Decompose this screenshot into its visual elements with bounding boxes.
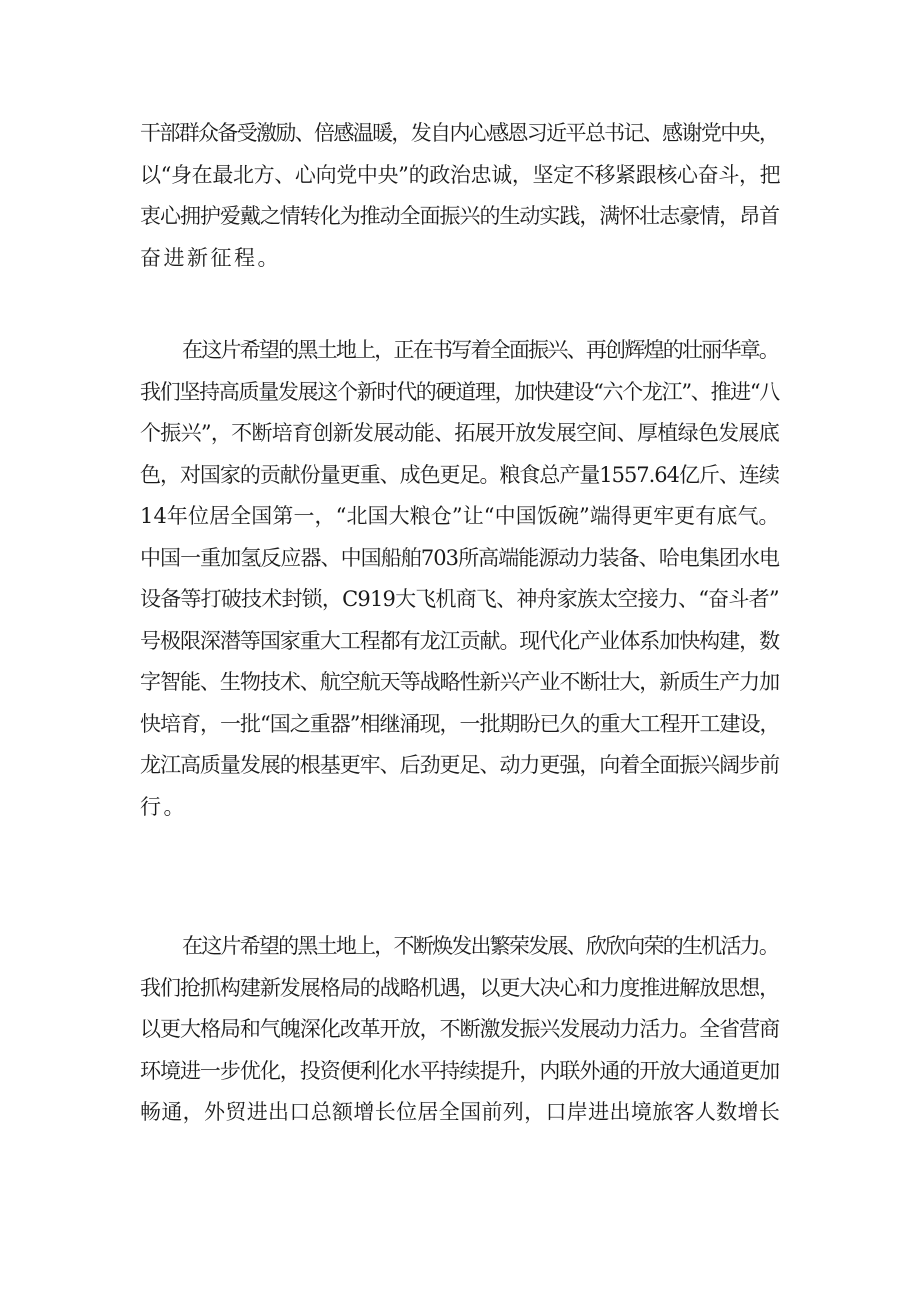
text-line: 设备等打破技术封锁，C919大飞机商飞、神舟家族太空接力、“奋斗者” xyxy=(140,587,779,611)
text-line: 14年位居全国第一，“北国大粮仓”让“中国饭碗”端得更牢更有底气。 xyxy=(140,504,780,528)
text-line: 奋进新征程。 xyxy=(140,245,281,270)
text-line: 以“身在最北方、心向党中央”的政治忠诚，坚定不移紧跟核心奋斗，把 xyxy=(140,162,781,187)
text-line: 畅通，外贸进出口总额增长位居全国前列，口岸进出境旅客人数增长 xyxy=(140,1100,781,1124)
text-line: 我们抢抓构建新发展格局的战略机遇，以更大决心和力度推进解放思想， xyxy=(140,975,780,1000)
text-line: 色，对国家的贡献份量更重、成色更足。粮食总产量1557.64亿斤、连续 xyxy=(140,462,779,487)
text-line: 行。 xyxy=(140,794,187,819)
text-line: 我们坚持高质量发展这个新时代的硬道理，加快建设“六个龙江”、推进“八 xyxy=(140,379,780,404)
text-line: 中国一重加氢反应器、中国船舶703所高端能源动力装备、哈电集团水电 xyxy=(140,545,780,570)
text-line: 环境进一步优化，投资便利化水平持续提升，内联外通的开放大通道更加 xyxy=(140,1058,780,1083)
text-line: 号极限深潜等国家重大工程都有龙江贡献。现代化产业体系加快构建，数 xyxy=(140,628,780,653)
text-line: 龙江高质量发展的根基更牢、后劲更足、动力更强，向着全面振兴阔步前 xyxy=(140,753,780,777)
text-line: 在这片希望的黑土地上，不断焕发出繁荣发展、欣欣向荣的生机活力。 xyxy=(182,934,779,958)
text-line: 快培育，一批“国之重器”相继涌现，一批期盼已久的重大工程开工建设， xyxy=(140,711,780,736)
text-line: 衷心拥护爱戴之情转化为推动全面振兴的生动实践，满怀壮志豪情，昂首 xyxy=(140,204,780,228)
text-line: 以更大格局和气魄深化改革开放，不断激发振兴发展动力活力。全省营商 xyxy=(140,1017,780,1041)
text-line: 在这片希望的黑土地上，正在书写着全面振兴、再创辉煌的壮丽华章。 xyxy=(182,338,779,362)
text-line: 个振兴”，不断培育创新发展动能、拓展开放发展空间、厚植绿色发展底 xyxy=(140,421,780,445)
text-line: 字智能、生物技术、航空航天等战略性新兴产业不断壮大，新质生产力加 xyxy=(140,670,780,694)
text-line: 干部群众备受激励、倍感温暖，发自内心感恩习近平总书记、感谢党中央， xyxy=(140,121,779,145)
